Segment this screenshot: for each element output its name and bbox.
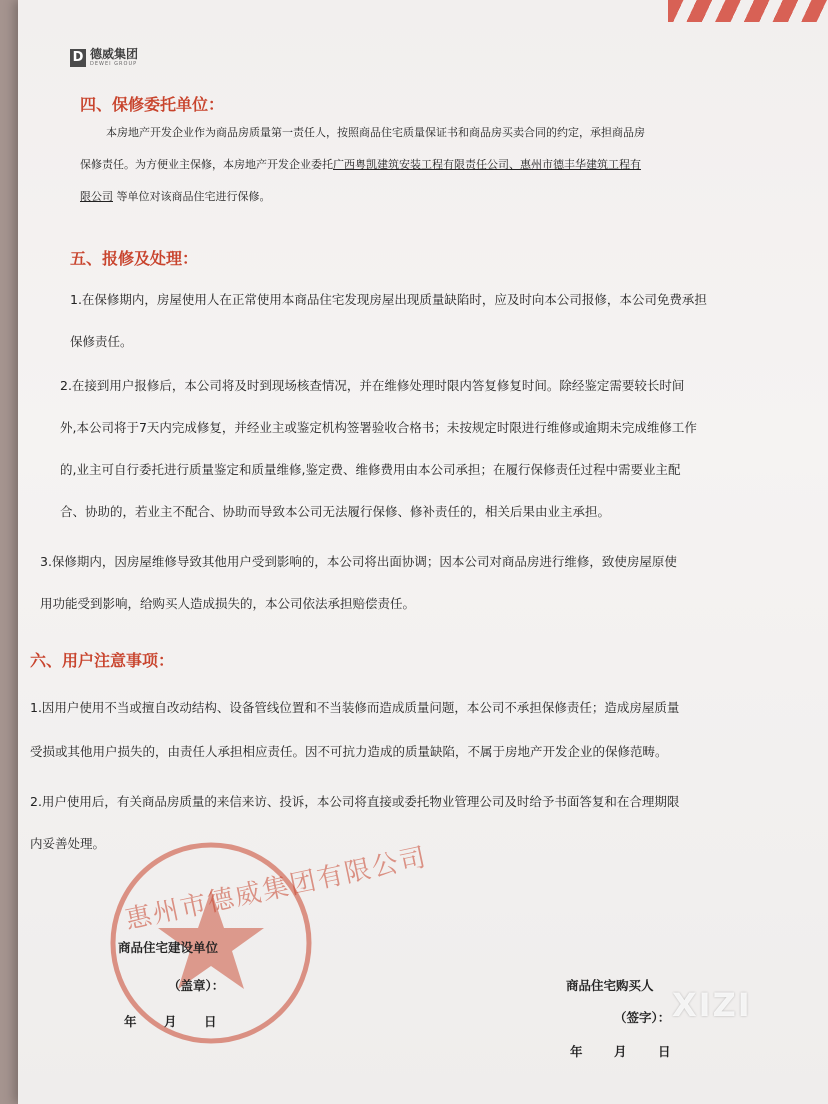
developer-seal-label: （盖章）： — [168, 978, 225, 993]
section5-item2-line4: 合、协助的，若业主不配合、协助而导致本公司无法履行保修、修补责任的，相关后果由业主承担。 — [60, 504, 611, 519]
developer-label: 商品住宅建设单位 — [118, 940, 219, 955]
developer-day: 日 — [204, 1014, 217, 1029]
document-page — [18, 0, 828, 1104]
buyer-day: 日 — [658, 1044, 671, 1059]
section5-item2-line3: 的,业主可自行委托进行质量鉴定和质量维修,鉴定费、维修费用由本公司承担；在履行保修责任过程中需要业主配 — [60, 462, 681, 477]
section4-line2 — [80, 156, 641, 172]
section5-item3-line1: 3.保修期内，因房屋维修导致其他用户受到影响的，本公司将出面协调；因本公司对商品房进行维修，致使房屋原使 — [40, 554, 677, 569]
buyer-year: 年 — [570, 1044, 583, 1059]
developer-month: 月 — [164, 1014, 177, 1029]
developer-year: 年 — [124, 1014, 137, 1029]
watermark: XIZI — [672, 986, 752, 1024]
buyer-label: 商品住宅购买人 — [566, 978, 654, 993]
seal-text: 惠州市德威集团有限公司 — [122, 842, 431, 936]
section5-heading: 五、报修及处理： — [70, 249, 199, 268]
logo-mark: D — [70, 49, 86, 67]
logo-name-cn: 德威集团 — [90, 47, 139, 61]
buyer-sign-label: （签字）： — [614, 1010, 671, 1025]
section5-item3-line2: 用功能受到影响，给购买人造成损失的，本公司依法承担赔偿责任。 — [40, 596, 416, 611]
section5-item2-line1: 2.在接到用户报修后，本公司将及时到现场核查情况，并在维修处理时限内答复修复时间。除经鉴定需要较长时间 — [60, 378, 685, 393]
section4-line1: 本房地产开发企业作为商品房质量第一责任人，按照商品住宅质量保证书和商品房买卖合同的约定，承担商品房 — [106, 126, 645, 139]
company-logo — [70, 48, 138, 67]
section4-line3b: 等单位对该商品住宅进行保修。 — [116, 190, 271, 203]
section4-line3a: 限公司 — [80, 190, 113, 203]
section4-line2a: 保修责任。为方便业主保修，本房地产开发企业委托 — [80, 158, 333, 171]
logo-name-en: DEWEI GROUP — [90, 61, 138, 67]
section6-heading: 六、用户注意事项： — [30, 651, 175, 670]
section6-item2-line1: 2.用户使用后，有关商品房质量的来信来访、投诉，本公司将直接或委托物业管理公司及时给予书面答复和在合理期限 — [30, 794, 680, 809]
section4-heading: 四、保修委托单位： — [80, 95, 225, 114]
section6-item2-line2: 内妥善处理。 — [30, 836, 106, 851]
section6-item1-line2: 受损或其他用户损失的，由责任人承担相应责任。因不可抗力造成的质量缺陷，不属于房地产开发企业的保修范畴。 — [30, 744, 668, 759]
decorative-stripes — [668, 0, 828, 22]
section4-line3 — [80, 188, 271, 204]
section5-item1-line1: 1.在保修期内，房屋使用人在正常使用本商品住宅发现房屋出现质量缺陷时，应及时向本公司报修，本公司免费承担 — [70, 292, 707, 307]
section5-item2-line2: 外,本公司将于7天内完成修复，并经业主或鉴定机构签署验收合格书；未按规定时限进行维修或逾期未完成维修工作 — [60, 420, 697, 435]
buyer-month: 月 — [614, 1044, 627, 1059]
section6-item1-line1: 1.因用户使用不当或擅自改动结构、设备管线位置和不当装修而造成质量问题，本公司不承担保修责任；造成房屋质量 — [30, 700, 680, 715]
section5-item1-line2: 保修责任。 — [70, 334, 133, 349]
section4-line2b: 广西粤凯建筑安装工程有限责任公司、惠州市德丰华建筑工程有 — [333, 158, 641, 171]
